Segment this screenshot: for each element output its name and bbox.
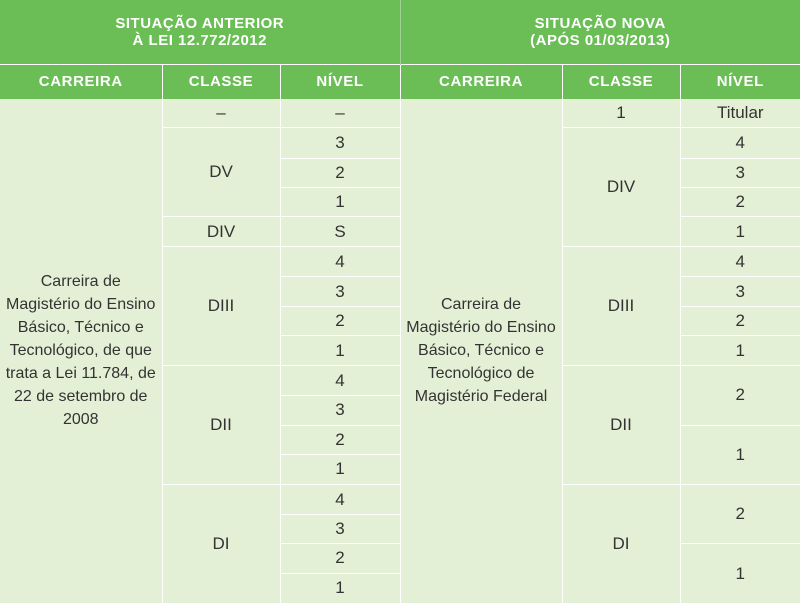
classe-anterior-cell: DV (162, 128, 280, 217)
nivel-anterior-cell: 4 (280, 247, 400, 277)
nivel-nova-cell: 1 (680, 544, 800, 604)
nivel-anterior-cell: 2 (280, 306, 400, 335)
nivel-anterior-cell: 3 (280, 515, 400, 544)
nivel-nova-cell: 3 (680, 158, 800, 187)
nivel-anterior-cell: 2 (280, 425, 400, 454)
classe-nova-cell: DII (562, 366, 680, 485)
header-situacao-anterior (0, 0, 400, 64)
nivel-nova-cell: 2 (680, 187, 800, 216)
nivel-nova-cell: 3 (680, 277, 800, 306)
classe-nova-cell: DIV (562, 128, 680, 247)
nivel-anterior-cell: – (280, 99, 400, 128)
carreira-anterior-cell (0, 99, 162, 604)
col-header-classe-anterior: CLASSE (162, 64, 280, 98)
nivel-nova-cell: Titular (680, 99, 800, 128)
col-header-nivel-nova: NÍVEL (680, 64, 800, 98)
classe-anterior-cell: – (162, 99, 280, 128)
header-nova-line1: SITUAÇÃO NOVA (534, 14, 666, 32)
nivel-anterior-cell: 1 (280, 187, 400, 216)
nivel-anterior-cell: 1 (280, 573, 400, 603)
classe-anterior-cell: DIV (162, 217, 280, 247)
nivel-anterior-cell: 3 (280, 396, 400, 425)
classe-anterior-cell: DI (162, 484, 280, 603)
classe-anterior-cell: DII (162, 366, 280, 485)
classe-nova-cell: 1 (562, 99, 680, 128)
classe-anterior-cell: DIII (162, 247, 280, 366)
nivel-nova-cell: 1 (680, 425, 800, 484)
carreira-anterior-text: Carreira de Magistério do Ensino Básico, Técnico e Tecnológico, de que trata a Lei 11.784, de 22 de setembro de 2008 (5, 273, 156, 429)
classe-nova-cell: DIII (562, 247, 680, 366)
header-anterior-line1: SITUAÇÃO ANTERIOR (115, 14, 285, 32)
nivel-nova-cell: 4 (680, 128, 800, 158)
col-header-carreira-nova: CARREIRA (400, 64, 562, 98)
col-header-nivel-anterior: NÍVEL (280, 64, 400, 98)
nivel-anterior-cell: 2 (280, 158, 400, 187)
nivel-anterior-cell: 4 (280, 366, 400, 396)
header-nova-line2: (APÓS 01/03/2013) (530, 31, 671, 49)
nivel-nova-cell: 2 (680, 484, 800, 543)
nivel-anterior-cell: 2 (280, 544, 400, 573)
nivel-nova-cell: 1 (680, 335, 800, 365)
header-anterior-line2: À LEI 12.772/2012 (132, 31, 267, 49)
nivel-anterior-cell: 1 (280, 335, 400, 365)
carreira-nova-cell (400, 99, 562, 604)
nivel-anterior-cell: 1 (280, 454, 400, 484)
col-header-classe-nova: CLASSE (562, 64, 680, 98)
nivel-nova-cell: 2 (680, 366, 800, 425)
nivel-anterior-cell: 4 (280, 484, 400, 514)
nivel-nova-cell: 1 (680, 217, 800, 247)
header-situacao-nova (400, 0, 800, 64)
nivel-nova-cell: 4 (680, 247, 800, 277)
nivel-nova-cell: 2 (680, 306, 800, 335)
nivel-anterior-cell: 3 (280, 128, 400, 158)
col-header-carreira-anterior: CARREIRA (0, 64, 162, 98)
carreira-nova-text: Carreira de Magistério do Ensino Básico, Técnico e Tecnológico de Magistério Federal (406, 296, 556, 406)
nivel-anterior-cell: 3 (280, 277, 400, 306)
nivel-anterior-cell: S (280, 217, 400, 247)
classe-nova-cell: DI (562, 484, 680, 603)
